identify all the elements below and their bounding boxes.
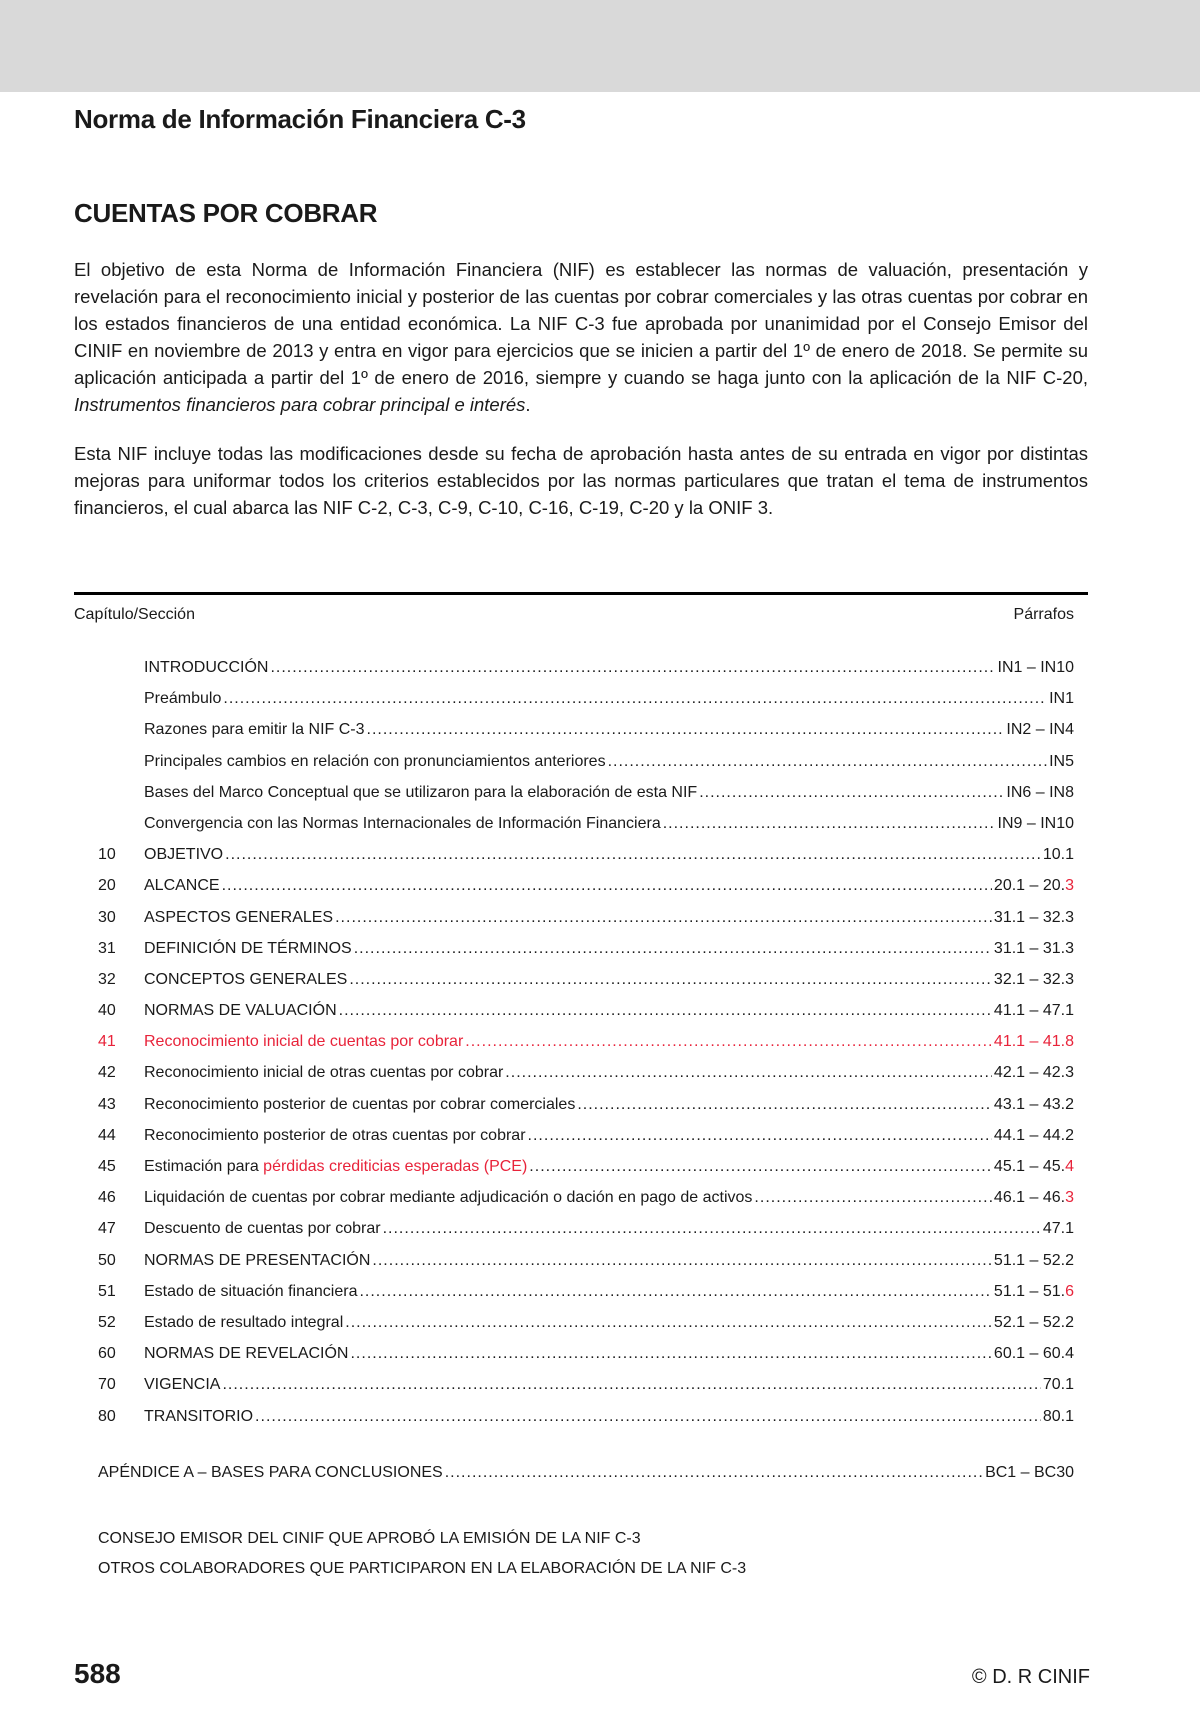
- toc-reference: IN5: [1049, 752, 1074, 770]
- section-title: CUENTAS POR COBRAR: [74, 198, 378, 228]
- toc-row: [74, 1369, 1074, 1400]
- toc-reference: 70.1: [1042, 1376, 1074, 1394]
- toc-leader: [255, 1401, 1041, 1432]
- toc-label: NORMAS DE PRESENTACIÓN: [144, 1251, 371, 1269]
- table-of-contents: [74, 652, 1074, 1432]
- toc-label: Reconocimiento posterior de otras cuentas por cobrar: [144, 1126, 526, 1144]
- toc-label: NORMAS DE VALUACIÓN: [144, 1002, 337, 1020]
- appendix-reference: BC1 – BC30: [985, 1464, 1074, 1481]
- toc-label: INTRODUCCIÓN: [144, 659, 269, 676]
- toc-reference: 32.1 – 32.3: [993, 970, 1074, 988]
- toc-leader: [608, 746, 1048, 777]
- closing-entry: OTROS COLABORADORES QUE PARTICIPARON EN LA ELABORACIÓN DE LA NIF C-3: [98, 1560, 747, 1577]
- toc-reference-highlight: 6: [1065, 1282, 1074, 1300]
- toc-leader: [445, 1464, 983, 1482]
- toc-row: [74, 714, 1074, 745]
- toc-reference-highlight: 4: [1065, 1158, 1074, 1175]
- copyright-notice: © D. R CINIF: [971, 1666, 1090, 1688]
- toc-reference: IN9 – IN10: [997, 814, 1074, 832]
- toc-number: 46: [98, 1189, 116, 1207]
- toc-leader: [345, 1307, 992, 1338]
- appendix-entry: [98, 1464, 1074, 1482]
- toc-row: [74, 1245, 1074, 1276]
- toc-leader: [529, 1151, 992, 1182]
- toc-row: [74, 1213, 1074, 1244]
- toc-label: Razones para emitir la NIF C-3: [144, 721, 365, 739]
- toc-row: [74, 652, 1074, 683]
- toc-label: Estado de situación financiera: [144, 1282, 358, 1300]
- toc-leader: [528, 1120, 992, 1151]
- intro-paragraph-1-italic: Instrumentos financieros para cobrar principal e interés: [74, 394, 526, 415]
- toc-label-main: Estimación para: [144, 1158, 264, 1175]
- toc-label: Reconocimiento posterior de cuentas por cobrar comerciales: [144, 1095, 576, 1113]
- toc-row: [74, 1182, 1074, 1213]
- toc-reference: 41.1 – 41.8: [993, 1033, 1074, 1051]
- toc-number: 50: [98, 1251, 116, 1269]
- toc-label-highlight: pérdidas crediticias esperadas (PCE): [263, 1158, 528, 1175]
- toc-reference: 51.1 – 52.2: [993, 1251, 1074, 1269]
- toc-row: [74, 1057, 1074, 1088]
- toc-reference-highlight: 3: [1065, 1189, 1074, 1207]
- toc-number: 43: [98, 1095, 116, 1113]
- intro-paragraph-1-text: El objetivo de esta Norma de Información Financiera (NIF) es establecer las normas de valuación, presentación y revelación para el reconocimiento inicial y posterior de las cuentas por cobrar comerciales y las otras cuentas por cobrar en los estados financieros de una entidad económica. La NIF C-3 fue aprobada por unanimidad por el Consejo Emisor del CINIF en noviembre de 2013 y entra en vigor para ejercicios que se inicien a partir del 1º de enero de 2018. Se permite su aplicación anticipada a partir del 1º de enero de 2016, siempre y cuando se haga junto con la aplicación de la NIF C-20,: [74, 259, 1088, 388]
- toc-reference-main: 46.1 – 46.: [993, 1189, 1066, 1207]
- toc-number: 30: [98, 908, 116, 926]
- toc-leader: [465, 1026, 992, 1057]
- toc-leader: [754, 1182, 992, 1213]
- toc-label: Estado de resultado integral: [144, 1313, 344, 1331]
- toc-label: OBJETIVO: [144, 846, 224, 864]
- toc-reference: 43.1 – 43.2: [993, 1095, 1074, 1113]
- toc-number: 20: [98, 877, 116, 895]
- toc-row: [74, 746, 1074, 777]
- toc-leader: [577, 1089, 992, 1120]
- toc-reference-main: 20.1 – 20.: [993, 877, 1066, 895]
- toc-label: CONCEPTOS GENERALES: [144, 970, 348, 988]
- intro-paragraph-2: Esta NIF incluye todas las modificaciones desde su fecha de aprobación hasta antes de su entrada en vigor por distintas mejoras para uniformar todos los criterios establecidos por las normas particulares que tratan el tema de instrumentos financieros, el cual abarca las NIF C-2, C-3, C-9, C-10, C-16, C-19, C-20 y la ONIF 3.: [74, 443, 1088, 518]
- toc-row: [74, 1120, 1074, 1151]
- toc-reference: 47.1: [1042, 1220, 1074, 1238]
- toc-row: [74, 995, 1074, 1026]
- toc-number: 70: [98, 1376, 116, 1394]
- toc-row: [74, 1151, 1074, 1182]
- toc-row: [74, 1276, 1074, 1307]
- toc-number: 31: [98, 939, 116, 957]
- toc-number: 47: [98, 1220, 116, 1238]
- toc-row: [74, 1307, 1074, 1338]
- toc-row: [74, 964, 1074, 995]
- toc-reference: 42.1 – 42.3: [993, 1064, 1074, 1082]
- toc-header-chapter: Capítulo/Sección: [74, 606, 195, 623]
- toc-leader: [222, 1369, 1040, 1400]
- toc-number: 44: [98, 1126, 116, 1144]
- toc-label: ASPECTOS GENERALES: [144, 908, 334, 926]
- toc-leader: [505, 1057, 992, 1088]
- toc-reference: 60.1 – 60.4: [993, 1345, 1074, 1363]
- toc-label: NORMAS DE REVELACIÓN: [144, 1345, 349, 1363]
- closing-entries: [98, 1524, 746, 1584]
- toc-row: [74, 933, 1074, 964]
- toc-reference: 31.1 – 32.3: [993, 908, 1074, 926]
- toc-leader: [223, 683, 1047, 714]
- toc-reference: 80.1: [1042, 1407, 1074, 1425]
- toc-row: [74, 839, 1074, 870]
- toc-reference: 10.1: [1042, 846, 1074, 864]
- toc-leader: [372, 1245, 992, 1276]
- toc-label: Bases del Marco Conceptual que se utilizaron para la elaboración de esta NIF: [144, 783, 698, 801]
- toc-reference: [994, 1151, 1074, 1182]
- toc-leader: [383, 1213, 1041, 1244]
- appendix-label: APÉNDICE A – BASES PARA CONCLUSIONES: [98, 1464, 443, 1481]
- toc-number: 60: [98, 1345, 116, 1363]
- toc-row: [74, 683, 1074, 714]
- closing-entry: CONSEJO EMISOR DEL CINIF QUE APROBÓ LA EMISIÓN DE LA NIF C-3: [98, 1530, 641, 1547]
- toc-leader: [367, 714, 1005, 745]
- toc-header-paragraphs: Párrafos: [1013, 606, 1074, 623]
- toc-leader: [699, 777, 1004, 808]
- toc-row: [74, 1401, 1074, 1432]
- toc-row: [74, 902, 1074, 933]
- toc-label: VIGENCIA: [144, 1376, 221, 1394]
- toc-number: 52: [98, 1313, 116, 1331]
- toc-reference: IN2 – IN4: [1006, 721, 1074, 739]
- toc-reference: 44.1 – 44.2: [993, 1126, 1074, 1144]
- toc-label: TRANSITORIO: [144, 1407, 254, 1425]
- toc-label: ALCANCE: [144, 877, 220, 895]
- toc-label: Reconocimiento inicial de otras cuentas por cobrar: [144, 1064, 504, 1082]
- toc-leader: [349, 964, 992, 995]
- toc-label: Principales cambios en relación con pronunciamientos anteriores: [144, 752, 606, 770]
- toc-row-highlighted: [74, 1026, 1074, 1057]
- toc-leader: [225, 839, 1041, 870]
- toc-label: Convergencia con las Normas Internacionales de Información Financiera: [144, 814, 661, 832]
- toc-row: [74, 808, 1074, 839]
- toc-leader: [335, 902, 992, 933]
- toc-row: [74, 870, 1074, 901]
- toc-reference: [994, 870, 1074, 901]
- page-number: 588: [74, 1658, 121, 1689]
- toc-number: 40: [98, 1002, 116, 1020]
- toc-reference: IN1 – IN10: [997, 659, 1074, 676]
- intro-paragraph-1-end: .: [525, 394, 531, 415]
- toc-reference: IN6 – IN8: [1006, 783, 1074, 801]
- toc-leader: [359, 1276, 991, 1307]
- toc-leader: [354, 933, 992, 964]
- toc-leader: [270, 652, 995, 683]
- toc-label: Reconocimiento inicial de cuentas por cobrar: [144, 1033, 464, 1051]
- toc-reference: 31.1 – 31.3: [993, 939, 1074, 957]
- toc-label: Descuento de cuentas por cobrar: [144, 1220, 381, 1238]
- toc-reference: [994, 1276, 1074, 1307]
- toc-reference-highlight: 3: [1065, 877, 1074, 895]
- toc-number: 10: [98, 846, 116, 864]
- toc-reference: 52.1 – 52.2: [993, 1313, 1074, 1331]
- toc-leader: [339, 995, 992, 1026]
- toc-reference: IN1: [1049, 690, 1074, 708]
- intro-paragraph-1: [74, 256, 1088, 418]
- toc-label: Preámbulo: [144, 690, 222, 708]
- page-title: Norma de Información Financiera C-3: [74, 104, 526, 134]
- toc-reference: [994, 1182, 1074, 1213]
- toc-reference: 41.1 – 47.1: [993, 1002, 1074, 1020]
- toc-row: [74, 1089, 1074, 1120]
- toc-leader: [222, 870, 992, 901]
- toc-number: 51: [98, 1282, 116, 1300]
- toc-number: 80: [98, 1407, 116, 1425]
- toc-leader: [350, 1338, 991, 1369]
- toc-reference-main: 51.1 – 51.: [993, 1282, 1066, 1300]
- toc-number: 41: [98, 1033, 116, 1051]
- toc-number: 32: [98, 970, 116, 988]
- toc-number: 42: [98, 1064, 116, 1082]
- toc-number: 45: [98, 1158, 116, 1175]
- toc-row: [74, 777, 1074, 808]
- top-gray-bar: [0, 0, 1200, 92]
- table-rule: [74, 592, 1088, 595]
- toc-reference-main: 45.1 – 45.: [993, 1158, 1066, 1175]
- toc-label: DEFINICIÓN DE TÉRMINOS: [144, 939, 352, 957]
- toc-leader: [663, 808, 996, 839]
- toc-row: [74, 1338, 1074, 1369]
- toc-label: [144, 1151, 527, 1182]
- toc-label: Liquidación de cuentas por cobrar mediante adjudicación o dación en pago de activos: [144, 1189, 753, 1207]
